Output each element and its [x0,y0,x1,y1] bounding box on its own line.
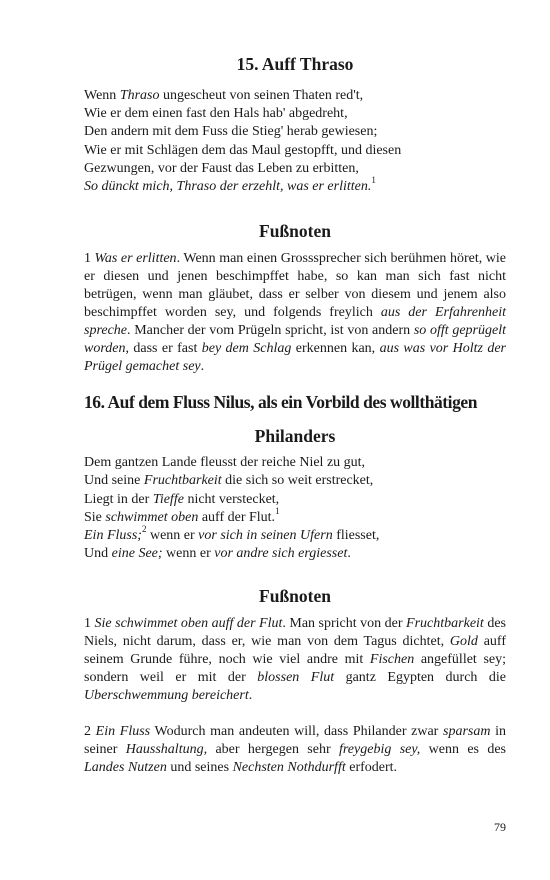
poem-16-line-3: Liegt in der Tieffe nicht verstecket, [84,491,280,507]
poem-16-line-6: Und eine See; wenn er vor andre sich ergiesset. [84,546,351,562]
poem-15-line-2: Wie er dem einen fast den Hals hab' abgedreht, [84,106,348,122]
poem-16-line-1: Dem gantzen Lande fleusst der reiche Niel zu gut, [84,455,366,471]
poem-15-title: 15. Auff Thraso [236,54,354,74]
poem-15-line-5: Gezwungen, vor der Faust das Leben zu erbitten, [84,160,359,176]
footnote-2: 2 Ein Fluss Wodurch man andeuten will, dass Philander zwar sparsam in seiner Hausshaltung, aber hergegen sehr freygebig sey, wenn es des Landes Nutzen und seines Nechsten Nothdurfft erfodert. [84,724,507,776]
poem-16-title: 16. Auf dem Fluss Nilus, als ein Vorbild des wollthätigen [84,392,477,413]
poem-15-line-3: Den andern mit dem Fuss die Stieg' herab gewiesen; [84,124,378,140]
poem-15-line-6: So dünckt mich, Thraso der erzehlt, was er erlitten.$^1$ [84,175,376,195]
poem-16-title-continued: Philanders [254,426,336,447]
page-content [84,52,506,777]
poem-15-line-1: Wenn Thraso ungescheut von seinen Thaten red't, [84,88,364,103]
footnotes-heading: Fußnoten [259,221,331,242]
footnote-ref-2[interactable]: 2 [141,524,147,535]
footnote-1: 1 Was er erlitten. Wenn man einen Grosssprecher sich berühmen höret, wie er diesen und jenen beschimpffet habe, so kan man sich fast nicht betrügen, wenn man gläubet, dass er selber von diesem und jenem also beschimpffet worden sey, und folgends freylich aus der Erfahrenheit spreche. Mancher der vom Prügeln spricht, ist von andern so offt geprügelt worden, dass er fast bey dem Schlag erkennen kan, aus was vor Holtz der Prügel gemachet sey. [84,251,507,375]
poem-16-body [84,454,506,563]
footnote-ref-1[interactable]: 1 [275,506,280,517]
poem-15-line-4: Wie er mit Schlägen dem das Maul gestopfft, und diesen [84,142,402,158]
poem-16-line-2: Und seine Fruchtbarkeit die sich so weit erstrecket, [84,473,374,489]
footnote-ref-1[interactable]: 1 [371,175,376,186]
footnote-1: 1 Sie schwimmet oben auff der Flut. Man spricht von der Fruchtbarkeit des Niels, nicht darum, dass er, wie man von dem Tagus dichtet, Gold auff seinem Grunde führe, noch wie viel andre mit Fischen angefüllet sey; sondern weil er mit der blossen Flut gantz Egypten durch die Uberschwemmung bereichert. [84,616,506,704]
footnotes-heading: Fußnoten [259,586,331,607]
poem-16-line-4: Sie schwimmet oben auff der Flut.$^1$ [84,506,280,525]
page-number: 79 [494,820,506,834]
poem-15-body [84,87,506,196]
poem-16-line-5: Ein Fluss;$^2$ wenn er vor sich in seinen Ufern fliesset, [84,524,380,544]
